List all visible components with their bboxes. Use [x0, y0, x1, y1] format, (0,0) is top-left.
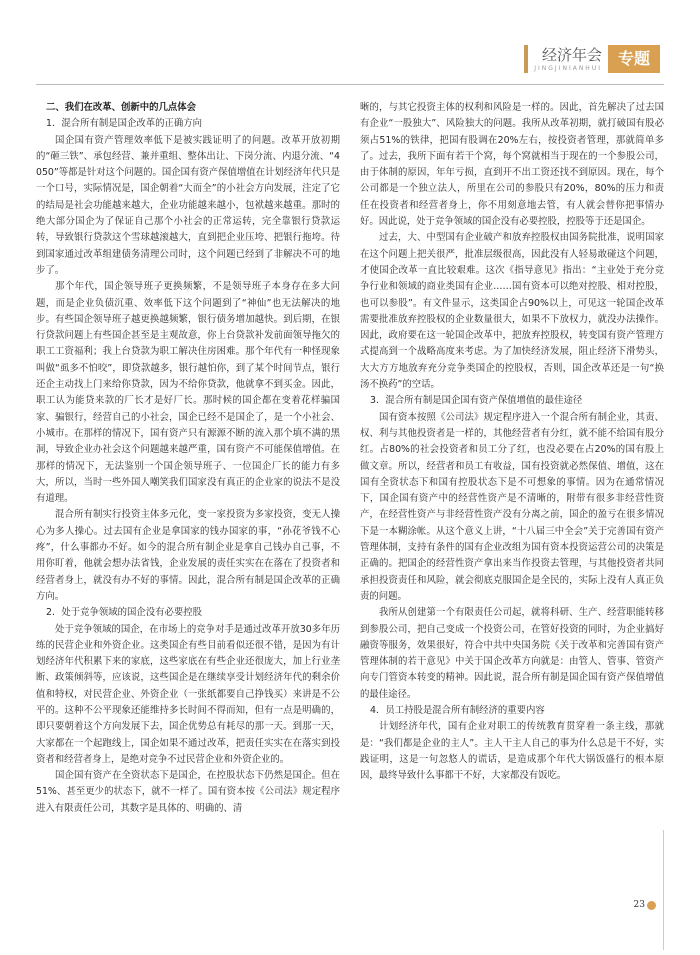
paragraph: 国企国有资产管理效率低下是被实践证明了的问题。改革开放初期的“砸三铁”、承包经营、兼并重组、整体出让、下岗分流、内退分流、“4050”等都是针对这个问题的。国企国有资产保值增值在计划经济年代只是一个口号，实际情况是，国企朝着“大而全”的小社会方向发展，注定了它的结局是社会功能越来越大，企业功能越来越小，包袱越来越重。那时的绝大部分国企为了保证自己那个小社会的正常运转，完全靠银行贷款运转，导致银行贷款这个雪球越滚越大，直到把企业压垮、把银行拖垮。待到国家通过改革组建债务清理公司时，这个问题已经到了非解决不可的地步了。 — [36, 134, 341, 276]
paragraph: 国企国有资产在全资状态下是国企，在控股状态下仍然是国企。但在51%、甚至更少的状态下，就不一样了。国有资本按《公司法》规定程序进入有限责任公司，其数字是具体的、明确的、清 — [36, 770, 340, 814]
paragraph: 混合所有制实行投资主体多元化，变一家投资为多家投资，变无人操心为多人操心。过去国有企业是拿国家的钱办国家的事，“孙花爷钱不心疼”，什么事都办不好。如今的混合所有制企业是拿自己钱办自己事，不用你盯着，他就会想办法省钱，企业发展的责任实实在在落在了投资者和经营者身上，就没有办不好的事情。因此，混合所有制是国企改革的正确方向。 — [36, 509, 340, 602]
publication-block — [532, 45, 608, 73]
page-number — [634, 900, 656, 910]
right-column — [360, 100, 664, 817]
publication-name: 经济年会 — [541, 46, 602, 64]
paragraph: 计划经济年代，国有企业对职工的传统教育贯穿着一条主线，那就是：“我们都是企业的主人”。主人干主人自己的事为什么总是干不好，实践证明，这是一句忽悠人的谎话，是造成那个年代大锅饭盛行的根本原因，最终导致什么事都干不好，大家都没有饭吃。 — [360, 721, 664, 782]
subheading-1: 1．混合所有制是国企改革的正确方向 — [46, 118, 202, 130]
subheading-3: 3．混合所有制是国企国有资产保值增值的最佳途径 — [370, 395, 583, 407]
paragraph: 过去，大、中型国有企业破产和放弃控股权由国务院批准，说明国家在这个问题上把关很严，批准层级很高，因此没有人轻易敢碰这个问题，才使国企改革一直比较艰难。这次《指导意见》指出：“主业处于充分竞争行业和领域的商业类国有企业……国有资本可以绝对控股、相对控股，也可以参股”。有文件显示，这类国企占90%以上，可见这一轮国企改革需要批准放弃控股权的企业数量很大，如果不下放权力，就没办法操作。因此，政府要在这一轮国企改革中，把放弃控股权，转变国有资产管理方式提高到一个战略高度来考虑。为了加快经济发展，阻止经济下滑势头，大大方方地放弃充分竞争类国企的控股权，否则，国企改革还是一句“换汤不换药”的空话。 — [360, 232, 664, 391]
section-badge: 专题 — [608, 45, 660, 73]
subheading-4: 4．员工持股是混合所有制经济的重要内容 — [370, 704, 545, 716]
page-header — [524, 45, 660, 73]
margin-line — [663, 830, 664, 950]
page-number-text: 23 — [633, 900, 645, 910]
page-dot-icon — [647, 901, 656, 910]
section-heading: 二、我们在改革、创新中的几点体会 — [46, 102, 197, 113]
header-bracket-mark — [524, 45, 528, 73]
subheading-2: 2．处于竞争领域的国企没有必要控股 — [46, 607, 202, 619]
publication-pinyin: JINGJINIANHUI — [534, 65, 602, 72]
paragraph: 那个年代，国企领导班子更换频繁，不是领导班子本身存在多大问题，而是企业负债沉重、效率低下这个问题到了“神仙”也无法解决的地步。有些国企领导班子越更换越频繁，银行债务增加越快。到后期，在银行贷款问题上有些国企甚至是主观故意，你上台贷款补发前面领导拖欠的职工工资福利；我上台贷款为职工解决住房困难。那个年代有一种怪现象叫做“虱多不怕咬”，即贷款越多，银行越怕你，到了某个时间节点，银行还企主动找上门来给你贷款，因为不给你贷款，他就拿不到买金。因此，职工认为能贷来款的厂长才是好厂长。那时候的国企都在变着花样骗国家、骗银行，经营自己的小社会，国企已经不是国企了，是一个小社会、小城市。在那样的情况下，国有资产只有源源不断的流入那个填不满的黑洞，导致企业办社会这个问题越来越严重，国有资产不可能保值增值。在那样的情况下，无法鉴别一个国企领导班子、一位国企厂长的能力有多大，所以，当时一些外国人嘲笑我们国家没有真正的企业家的说法不是没有道理。 — [36, 281, 340, 505]
paragraph-continued: 晰的，与其它投资主体的权利和风险是一样的。因此，首先解决了过去国有企业“一股独大”、风险独大的问题。我所从改革初期，就打破国有股必须占51%的铁律，把国有股调在20%左右，按投资者管理，那就简单多了。过去，我所下面有若干个窝，每个窝就相当于现在的一个参股公司，由于体制的原因，年年亏损，直到开不出工资还找不到原因。现在，每个公司都是一个独立法人，所里在公司的参股只有20%，80%的压力和责任在投资者和经营者身上，你不用刻意地去管，有人就会替你把事情办好。因此说，处于竞争领域的国企没有必要控股，控股等于还是国企。 — [360, 102, 664, 228]
left-column — [36, 100, 340, 817]
paragraph: 处于竞争领域的国企，在市场上的竞争对手是通过改革开放30多年历练的民营企业和外资企业。这类国企有些目前看似还很不错，是因为有计划经济年代积累下来的家底，这些家底在有些企业还很庞大，加上行业垄断、政策倾斜等，应该说，这些国企是在继续享受计划经济年代的剩余价值和特权，对民营企业、外资企业（一张纸都要自己挣钱买）来讲是不公平的。这种不公平现象还能维持多长时间不得而知，但有一点是明确的，即只要朝着这个方向发展下去，国企优势总有耗尽的那一天。到那一天，大家都在一个起跑线上，国企如果不通过改革，把责任实实在在落实到投资者和经营者身上，是绝对竞争不过民营企业和外资企业的。 — [36, 623, 340, 765]
paragraph: 我所从创建第一个有限责任公司起，就将科研、生产、经营职能转移到参股公司，把自己变成一个投资公司，在管好投资的同时，为企业搞好融资等服务，效果很好，符合中共中央国务院《关于改革和完善国有资产管理体制的若干意见》中关于国企改革方向就是：由管人、管事、管资产向专门管资本转变的精神。因此说，混合所有制是国企国有资产保值增值的最佳途径。 — [360, 607, 664, 700]
paragraph: 国有资本按照《公司法》规定程序进入一个混合所有制企业，其责、权、利与其他投资者是一样的，其他经营者有分红，就不能不给国有股分红。占80%的社会投资者和员工分了红，也没必要在占20%的国有股上做文章。所以，经营者和员工有收益，国有投资就必然保值、增值，这在国有全资状态下和国有控股状态下是不可想象的事情。因为在通常情况下，国企国有资产中的经营性资产是不清晰的，附带有很多非经营性资产，在经营性资产与非经营性资产没有分离之前，国企的盈亏在很多情况下是一本糊涂帐。从这个意义上讲，“十八届三中全会”关于完善国有资产管理体制，支持有条件的国有企业改组为国有资本投资运营公司的决策是正确的。把国企的经营性资产拿出来当作投资去管理，与其他投资者共同承担投资责任和风险，就会彻底克服国企是全民的，实际上没有人真正负责的问题。 — [360, 411, 664, 602]
article-body — [36, 100, 664, 817]
header-rule — [36, 84, 664, 85]
